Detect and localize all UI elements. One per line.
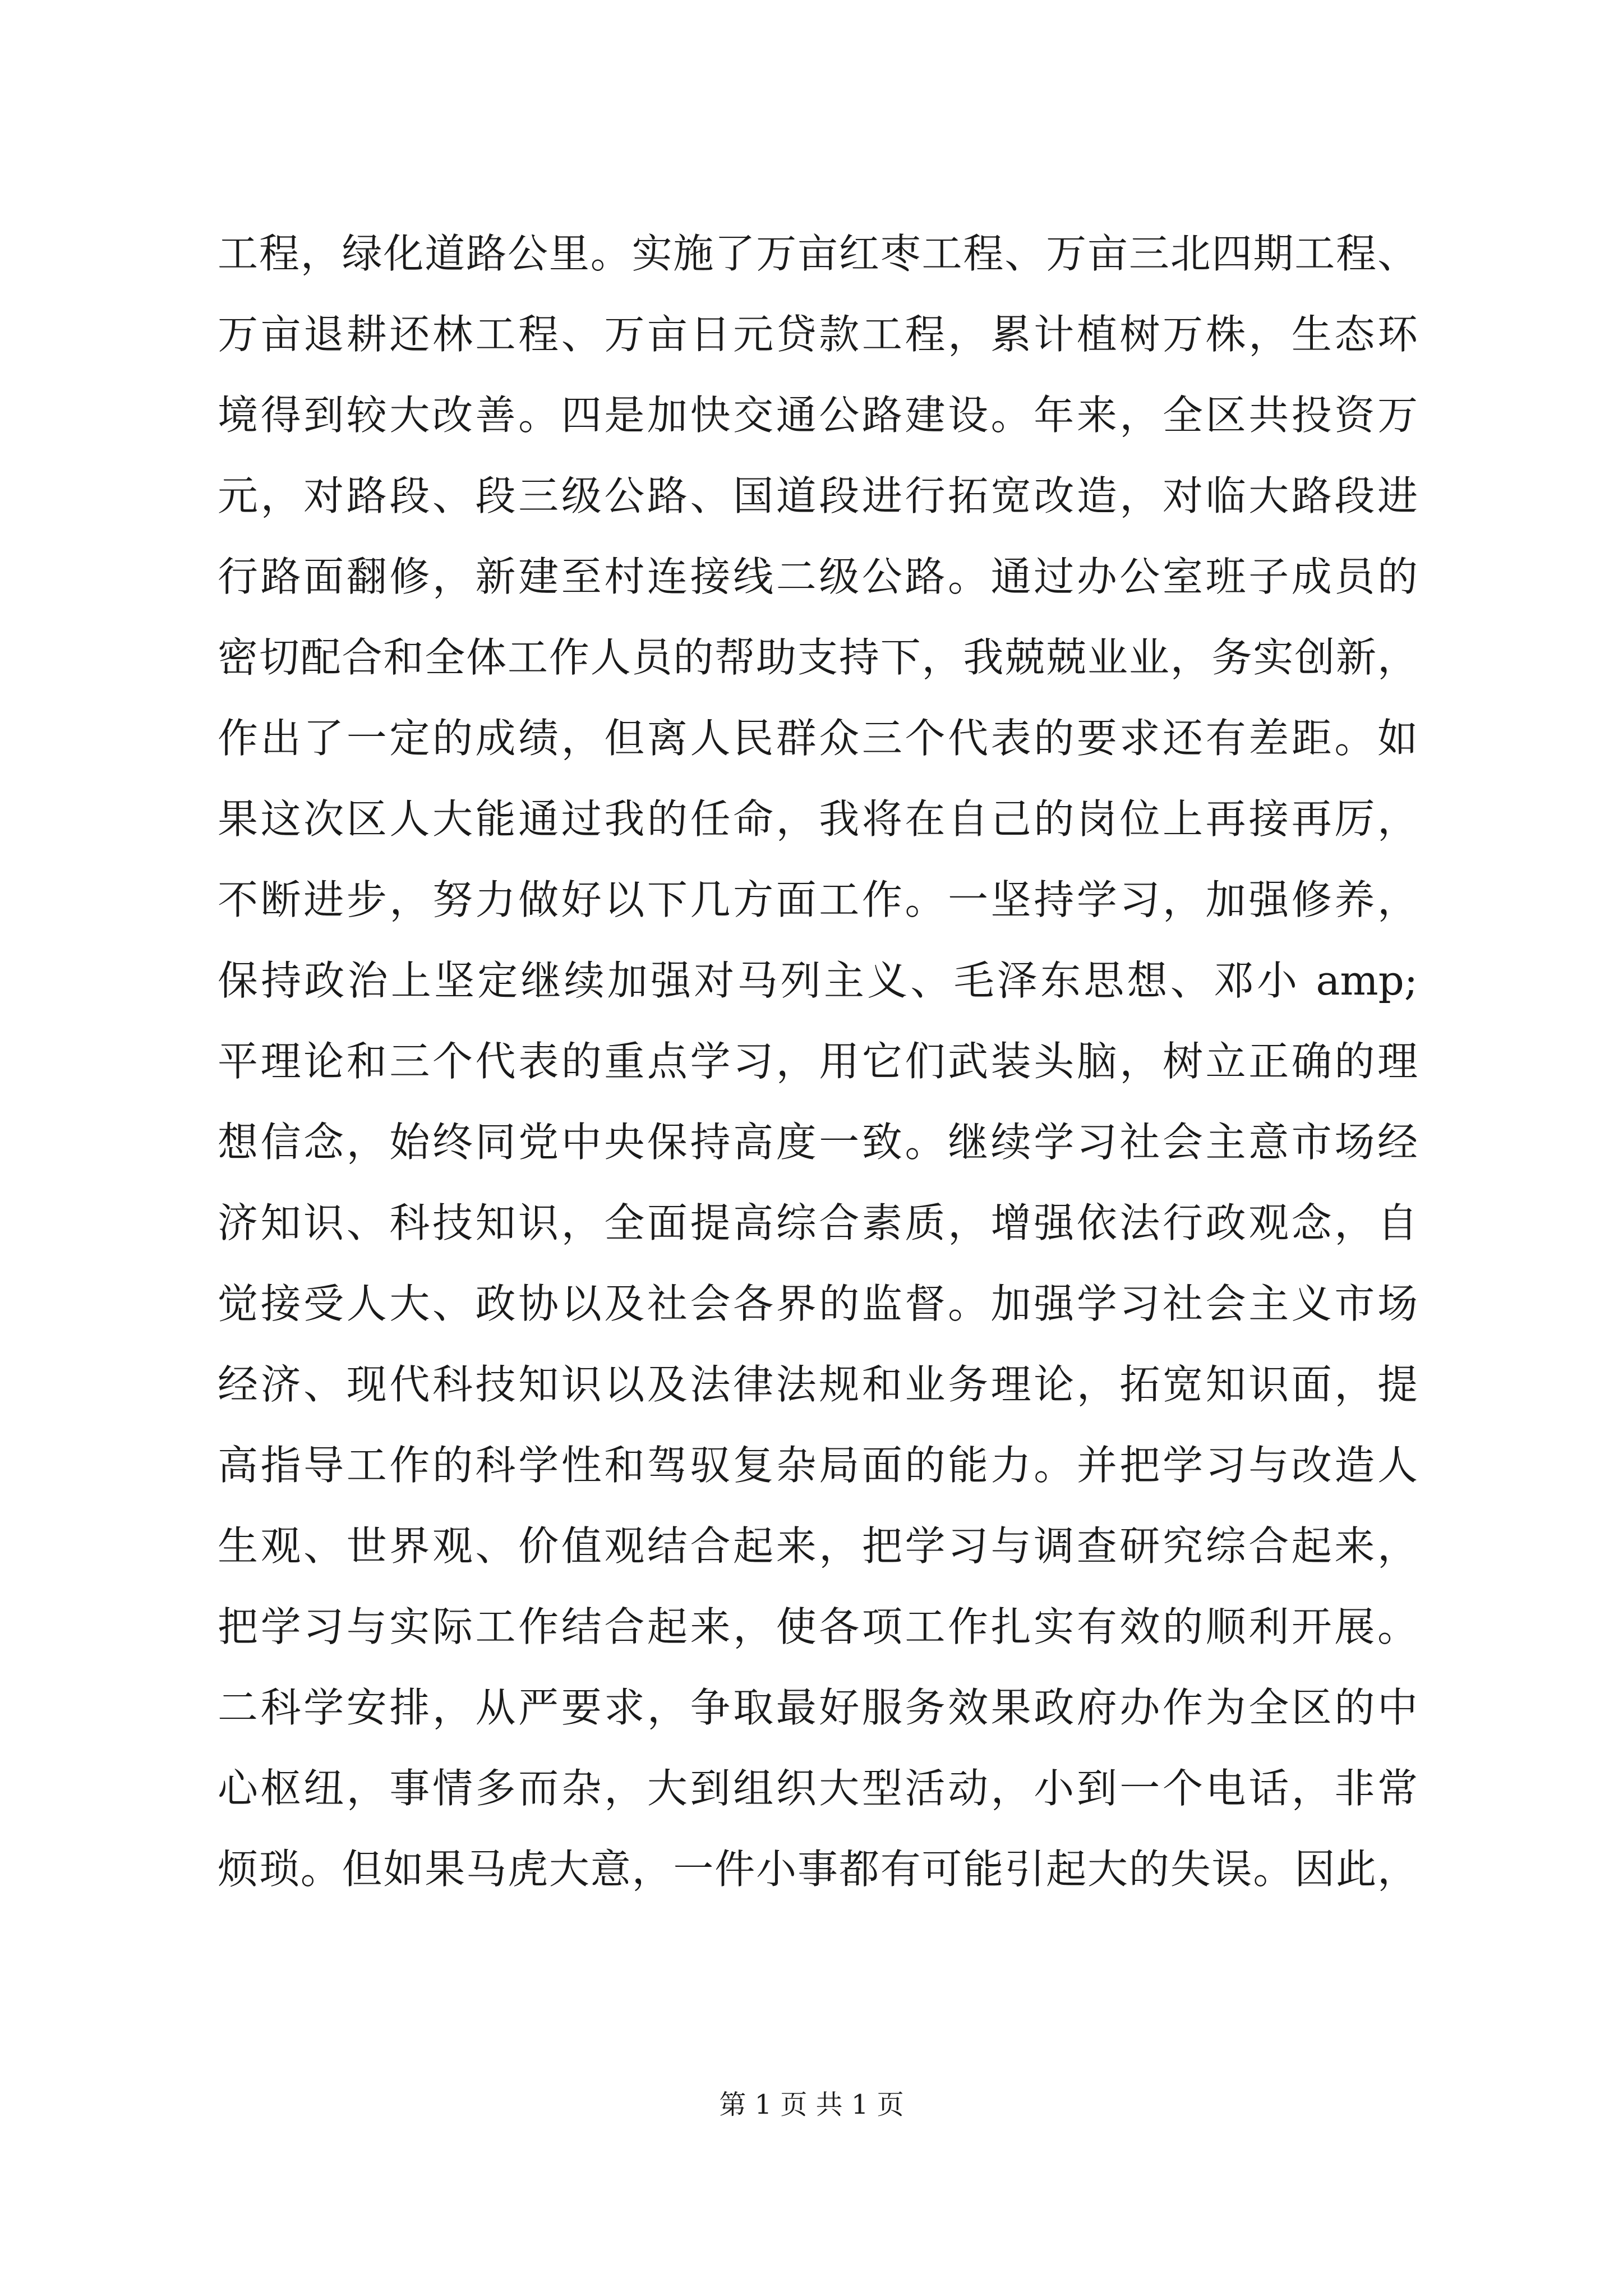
text-line: 平理论和三个代表的重点学习，用它们武装头脑，树立正确的理	[218, 1038, 1418, 1085]
body-text	[218, 213, 1418, 1910]
page-number-label: 第 1 页 共 1 页	[719, 2089, 904, 2120]
text-line: 觉接受人大、政协以及社会各界的监督。加强学习社会主义市场	[218, 1280, 1418, 1327]
text-line: 行路面翻修，新建至村连接线二级公路。通过办公室班子成员的	[218, 553, 1418, 600]
text-line: 济知识、科技知识，全面提高综合素质，增强依法行政观念，自	[218, 1199, 1418, 1246]
text-line: 工程，绿化道路公里。实施了万亩红枣工程、万亩三北四期工程、	[218, 230, 1418, 277]
text-line: 万亩退耕还林工程、万亩日元贷款工程，累计植树万株，生态环	[218, 311, 1418, 358]
text-line: 想信念，始终同党中央保持高度一致。继续学习社会主意市场经	[218, 1119, 1418, 1166]
text-line: 不断进步，努力做好以下几方面工作。一坚持学习，加强修养，	[218, 876, 1418, 923]
text-line: 把学习与实际工作结合起来，使各项工作扎实有效的顺利开展。	[218, 1603, 1418, 1650]
text-line: 作出了一定的成绩，但离人民群众三个代表的要求还有差距。如	[218, 715, 1418, 762]
text-line: 高指导工作的科学性和驾驭复杂局面的能力。并把学习与改造人	[218, 1442, 1418, 1489]
text-line: 心枢纽，事情多而杂，大到组织大型活动，小到一个电话，非常	[218, 1765, 1418, 1812]
text-line: 元，对路段、段三级公路、国道段进行拓宽改造，对临大路段进	[218, 472, 1418, 519]
page-footer	[0, 2088, 1623, 2122]
text-line: 烦琐。但如果马虎大意，一件小事都有可能引起大的失误。因此，	[218, 1846, 1418, 1893]
text-line: 境得到较大改善。四是加快交通公路建设。年来，全区共投资万	[218, 392, 1418, 439]
text-line: 生观、世界观、价值观结合起来，把学习与调查研究综合起来，	[218, 1522, 1418, 1570]
text-line: 经济、现代科技知识以及法律法规和业务理论，拓宽知识面，提	[218, 1361, 1418, 1408]
text-line: 果这次区人大能通过我的任命，我将在自己的岗位上再接再厉，	[218, 795, 1418, 843]
text-line: 保持政治上坚定继续加强对马列主义、毛泽东思想、邓小 amp;	[218, 957, 1418, 1004]
text-line: 密切配合和全体工作人员的帮助支持下，我兢兢业业，务实创新，	[218, 634, 1418, 681]
text-line: 二科学安排，从严要求，争取最好服务效果政府办作为全区的中	[218, 1684, 1418, 1731]
